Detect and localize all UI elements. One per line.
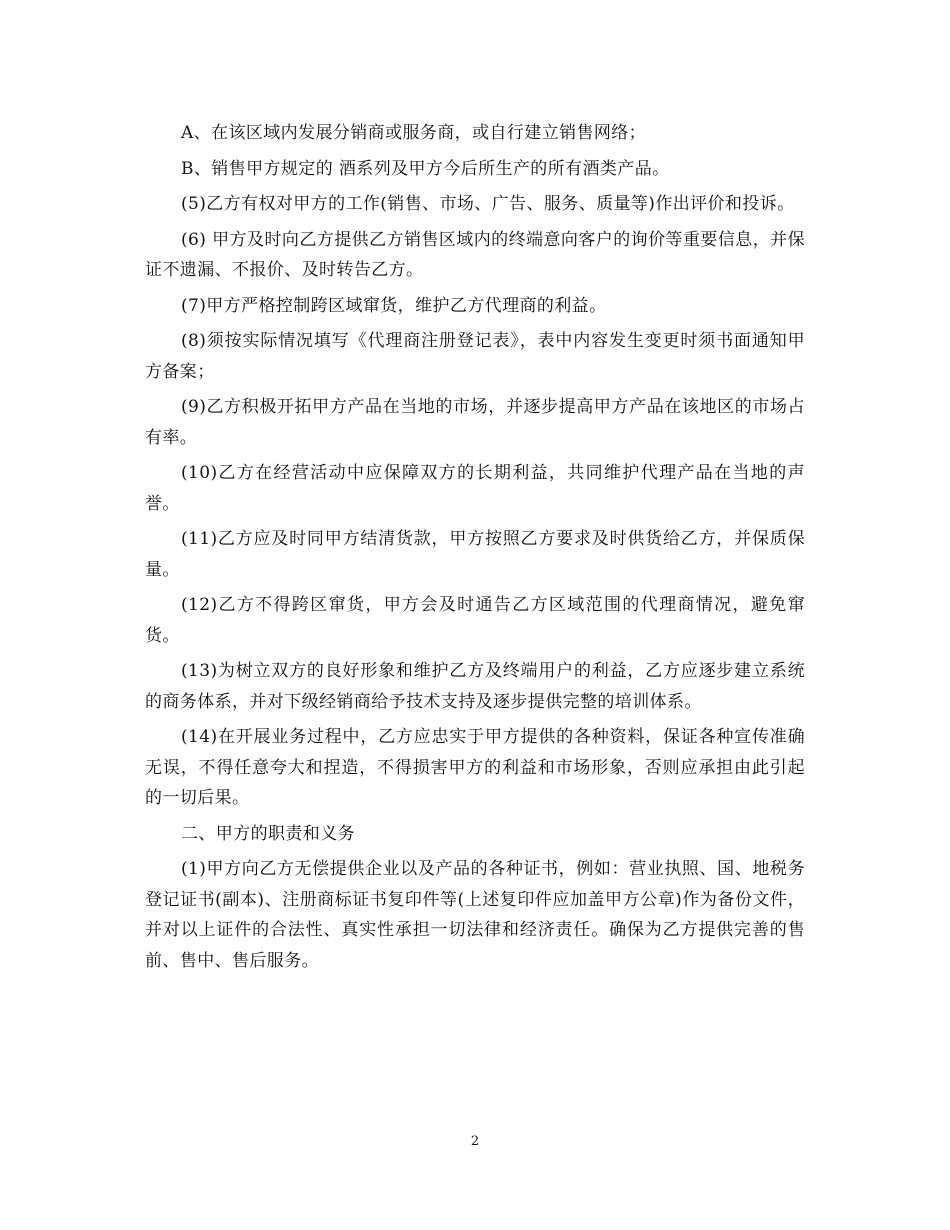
clause-12: (12)乙方不得跨区窜货，甲方会及时通告乙方区域范围的代理商情况，避免窜货。 [145,595,805,646]
clause-13: (13)为树立双方的良好形象和维护乙方及终端用户的利益，乙方应逐步建立系统的商务体系，并对下级经销商给予技术支持及逐步提供完整的培训体系。 [145,661,805,712]
clause-6: (6) 甲方及时向乙方提供乙方销售区域内的终端意向客户的询价等重要信息，并保证不遗漏、不报价、及时转告乙方。 [145,229,805,280]
clause-8: (8)须按实际情况填写《代理商注册登记表》，表中内容发生变更时须书面通知甲方备案； [145,331,805,382]
clause-9: (9)乙方积极开拓甲方产品在当地的市场，并逐步提高甲方产品在该地区的市场占有率。 [145,397,805,448]
party-a-clause-1: (1)甲方向乙方无偿提供企业以及产品的各种证书，例如：营业执照、国、地税务登记证书(副本)、注册商标证书复印件等(上述复印件应加盖甲方公章)作为备份文件，并对以上证件的合法性、真实性承担一切法律和经济责任。确保为乙方提供完善的售前、售中、售后服务。 [145,859,805,971]
paragraph-b: B、销售甲方规定的 酒系列及甲方今后所生产的所有酒类产品。 [181,158,670,179]
paragraph-a: A、在该区域内发展分销商或服务商，或自行建立销售网络； [181,123,647,143]
clause-10: (10)乙方在经营活动中应保障双方的长期利益，共同维护代理产品在当地的声誉。 [145,463,805,514]
clause-14: (14)在开展业务过程中，乙方应忠实于甲方提供的各种资料，保证各种宣传准确无误，不得任意夸大和捏造，不得损害甲方的利益和市场形象，否则应承担由此引起的一切后果。 [145,727,805,808]
clause-11: (11)乙方应及时同甲方结清货款，甲方按照乙方要求及时供货给乙方，并保质保量。 [145,529,805,580]
clause-5: (5)乙方有权对甲方的工作(销售、市场、广告、服务、质量等)作出评价和投诉。 [181,194,795,214]
clause-7: (7)甲方严格控制跨区域窜货，维护乙方代理商的利益。 [181,295,607,316]
document-body [145,118,805,981]
page-number: 2 [470,1134,480,1149]
section-heading-party-a-duties: 二、甲方的职责和义务 [181,823,355,844]
